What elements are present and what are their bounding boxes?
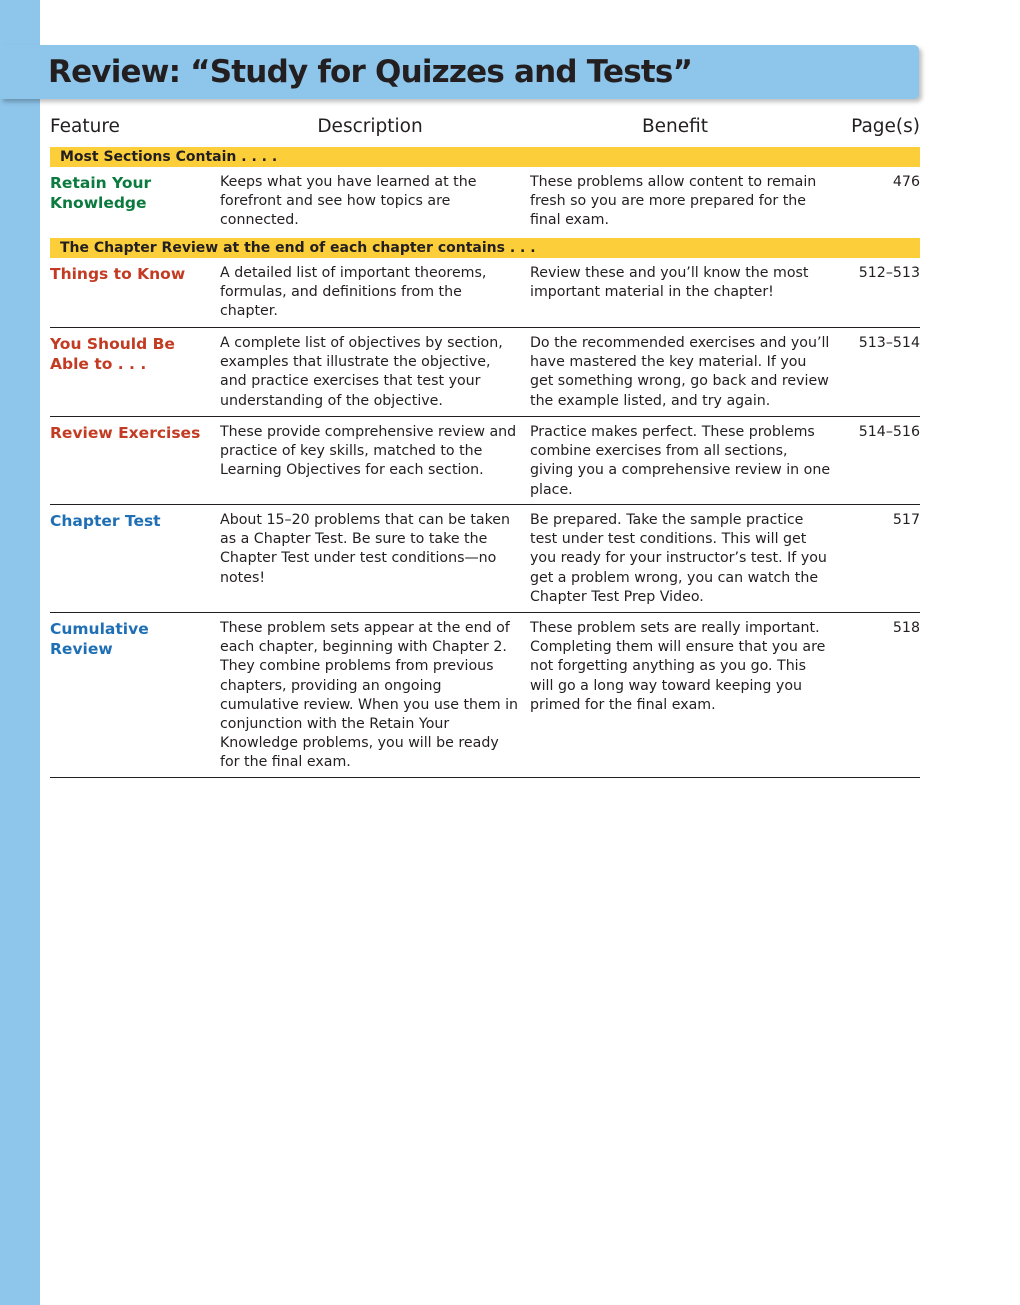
description-cell: A detailed list of important theorems, formulas, and definitions from the chapter.: [220, 265, 487, 320]
table-row: [50, 328, 920, 417]
left-margin-bar: [0, 0, 40, 1305]
feature-things-to-know: Things to Know: [50, 265, 186, 283]
header-pages: Page(s): [851, 116, 920, 137]
feature-chapter-test: Chapter Test: [50, 512, 161, 530]
benefit-cell: Practice makes perfect. These problems combine exercises from all sections, giving you a comprehensive review in one place.: [530, 424, 831, 498]
description-cell: These provide comprehensive review and practice of key skills, matched to the Learning Objectives for each section.: [220, 424, 517, 479]
review-features-table: [50, 112, 920, 778]
page-title: Review: “Study for Quizzes and Tests”: [48, 54, 693, 90]
benefit-cell: Review these and you’ll know the most important material in the chapter!: [530, 265, 809, 301]
benefit-cell: Do the recommended exercises and you’ll have mastered the key material. If you get something wrong, go back and review the example listed, and try again.: [530, 335, 830, 409]
feature-you-should-be-able-to: You Should Be Able to . . .: [50, 335, 175, 373]
table-row: [50, 613, 920, 778]
section-band-chapter-review: The Chapter Review at the end of each chapter contains . . .: [50, 238, 920, 258]
header-description: Description: [317, 116, 423, 137]
pages-cell: 513–514: [858, 335, 920, 351]
table-row: [50, 505, 920, 613]
benefit-cell: Be prepared. Take the sample practice test under test conditions. This will get you ready for your instructor’s test. If you get a problem wrong, you can watch the Chapter Test Prep Video.: [530, 512, 827, 605]
table-row: [50, 258, 920, 328]
header-feature: Feature: [50, 116, 120, 137]
header-benefit: Benefit: [641, 116, 709, 137]
benefit-cell: These problem sets are really important. Completing them will ensure that you are not forgetting anything as you go. This will go a long way toward keeping you primed for the final exam.: [530, 620, 826, 713]
pages-cell: 517: [892, 512, 920, 528]
pages-cell: 518: [892, 620, 920, 636]
pages-cell: 512–513: [858, 265, 920, 281]
feature-cumulative-review: Cumulative Review: [50, 620, 149, 658]
description-cell: Keeps what you have learned at the forefront and see how topics are connected.: [220, 174, 477, 229]
table-header: [50, 112, 920, 147]
table-row: [50, 417, 920, 505]
pages-cell: 476: [892, 174, 920, 190]
description-cell: About 15–20 problems that can be taken as a Chapter Test. Be sure to take the Chapter Test under test conditions—no notes!: [220, 512, 511, 586]
feature-review-exercises: Review Exercises: [50, 424, 201, 442]
feature-retain-your-knowledge: Retain Your Knowledge: [50, 174, 152, 212]
description-cell: A complete list of objectives by section, examples that illustrate the objective, and practice exercises that test your understanding of the objective.: [220, 335, 503, 409]
description-cell: These problem sets appear at the end of each chapter, beginning with Chapter 2. They combine problems from previous chapters, providing an ongoing cumulative review. When you use them in conjunction with the Retain Your Knowledge problems, you will be ready for the final exam.: [220, 620, 519, 771]
table-row: [50, 167, 920, 238]
pages-cell: 514–516: [858, 424, 920, 440]
benefit-cell: These problems allow content to remain fresh so you are more prepared for the final exam.: [530, 174, 817, 229]
title-band: [0, 45, 919, 99]
section-band-most-sections: Most Sections Contain . . . .: [50, 147, 920, 167]
